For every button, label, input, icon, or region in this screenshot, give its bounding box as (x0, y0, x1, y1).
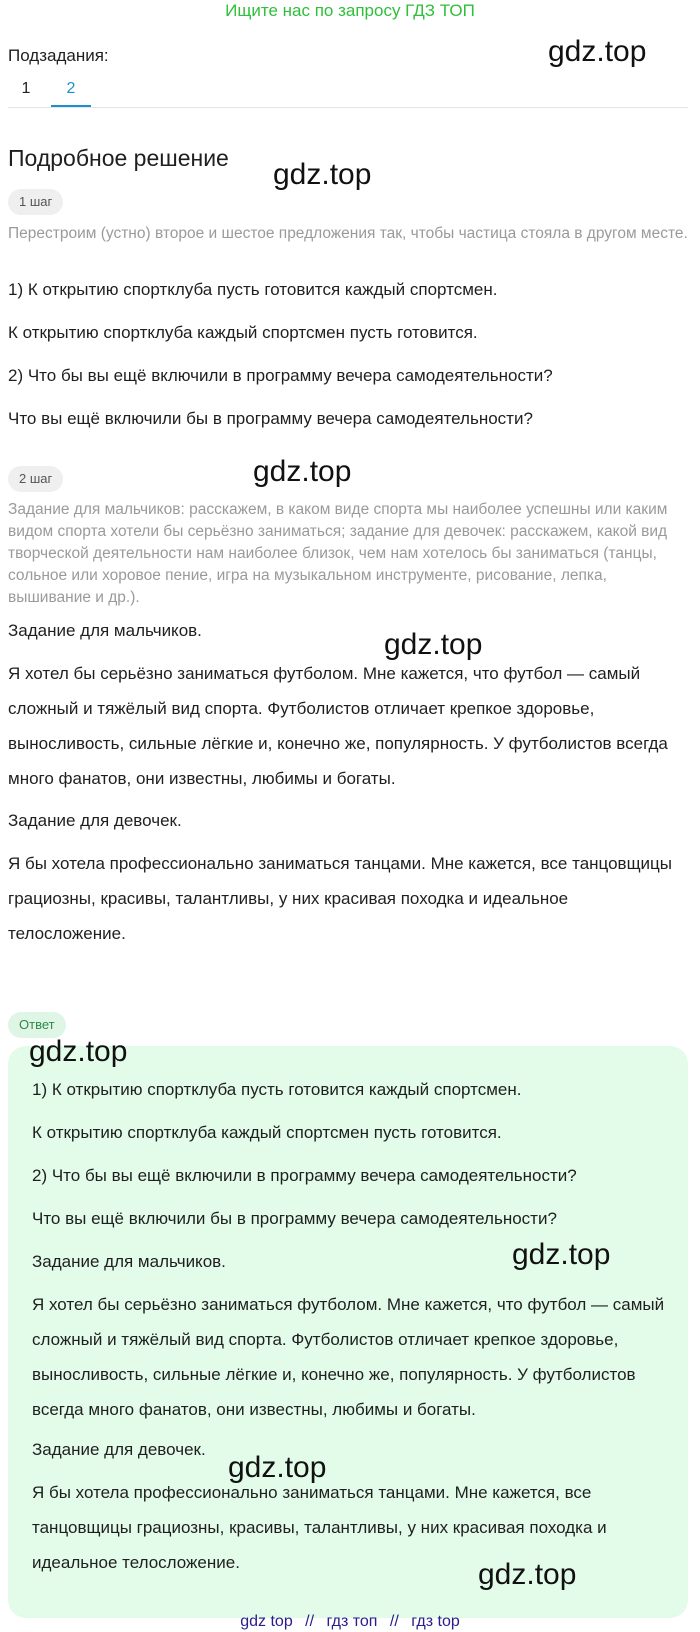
answer-paragraph: Задание для мальчиков. (32, 1252, 226, 1271)
step-1-paragraph: 2) Что бы вы ещё включили в программу вечера самодеятельности? (8, 366, 553, 385)
subtask-tab-1[interactable]: 1 (21, 80, 31, 97)
step-1-hint: Перестроим (устно) второе и шестое предложения так, чтобы частица стояла в другом месте. (8, 225, 688, 242)
footer-link[interactable]: гдз топ (326, 1613, 378, 1630)
answer-paragraph: 1) К открытию спортклуба пусть готовится каждый спортсмен. (32, 1080, 522, 1099)
step-2-badge: 2 шаг (8, 466, 63, 492)
answer-badge: Ответ (8, 1012, 66, 1038)
watermark: gdz.top (478, 1558, 577, 1591)
solution-title: Подробное решение (8, 145, 229, 171)
footer-separator: // (389, 1613, 399, 1630)
answer-paragraph: Задание для девочек. (32, 1440, 206, 1459)
footer-link[interactable]: gdz top (240, 1613, 293, 1630)
answer-paragraph: 2) Что бы вы ещё включили в программу вечера самодеятельности? (32, 1166, 577, 1185)
answer-paragraph: К открытию спортклуба каждый спортсмен пусть готовится. (32, 1123, 502, 1142)
footer-links (0, 1612, 700, 1632)
step-2-hint: Задание для мальчиков: расскажем, в каком виде спорта мы наиболее успешны или каким видом спорта хотели бы серьёзно заниматься; задание для девочек: расскажем, какой вид творческой деятельности нам наиболее близок, чем нам хотелось бы заниматься (танцы, сольное или хоровое пение, игра на музыкальном инструменте, рисование, лепка, вышивание и др.). (8, 501, 668, 606)
answer-paragraph: Я хотел бы серьёзно заниматься футболом. Мне кажется, что футбол — самый сложный и тяжёлый вид спорта. Футболистов отличает крепкое здоровье, выносливость, сильные лёгкие и, конечно же, популярность. У футболистов всегда много фанатов, они известны, любимы и богаты. (32, 1295, 665, 1419)
footer-separator: // (305, 1613, 315, 1630)
answer-paragraph: Что вы ещё включили бы в программу вечера самодеятельности? (32, 1209, 557, 1228)
watermark: gdz.top (384, 628, 483, 661)
watermark: gdz.top (29, 1035, 128, 1068)
step-2-paragraph: Я бы хотела профессионально заниматься танцами. Мне кажется, все танцовщицы грациозны, красивы, талантливы, у них красивая походка и идеальное телосложение. (8, 854, 673, 943)
step-2-paragraph: Задание для мальчиков. (8, 621, 202, 640)
tabs-divider (8, 107, 688, 108)
search-banner: Ищите нас по запросу ГДЗ ТОП (225, 1, 475, 20)
watermark: gdz.top (273, 158, 372, 191)
step-1-paragraph: 1) К открытию спортклуба пусть готовится каждый спортсмен. (8, 280, 498, 299)
watermark: gdz.top (548, 35, 647, 68)
step-1-paragraph: К открытию спортклуба каждый спортсмен пусть готовится. (8, 323, 478, 342)
step-1-paragraph: Что вы ещё включили бы в программу вечера самодеятельности? (8, 409, 533, 428)
step-2-paragraph: Задание для девочек. (8, 811, 182, 830)
answer-paragraph: Я бы хотела профессионально заниматься танцами. Мне кажется, все танцовщицы грациозны, красивы, талантливы, у них красивая походка и идеальное телосложение. (32, 1483, 607, 1572)
watermark: gdz.top (228, 1451, 327, 1484)
watermark: gdz.top (512, 1238, 611, 1271)
subtask-tab-2[interactable]: 2 (66, 80, 76, 97)
step-1-badge: 1 шаг (8, 189, 63, 215)
step-2-paragraph: Я хотел бы серьёзно заниматься футболом. Мне кажется, что футбол — самый сложный и тяжёлый вид спорта. Футболистов отличает крепкое здоровье, выносливость, сильные лёгкие и, конечно же, популярность. У футболистов всегда много фанатов, они известны, любимы и богаты. (8, 664, 668, 788)
subtasks-label: Подзадания: (8, 46, 109, 65)
footer-link[interactable]: гдз top (411, 1613, 460, 1630)
watermark: gdz.top (253, 455, 352, 488)
